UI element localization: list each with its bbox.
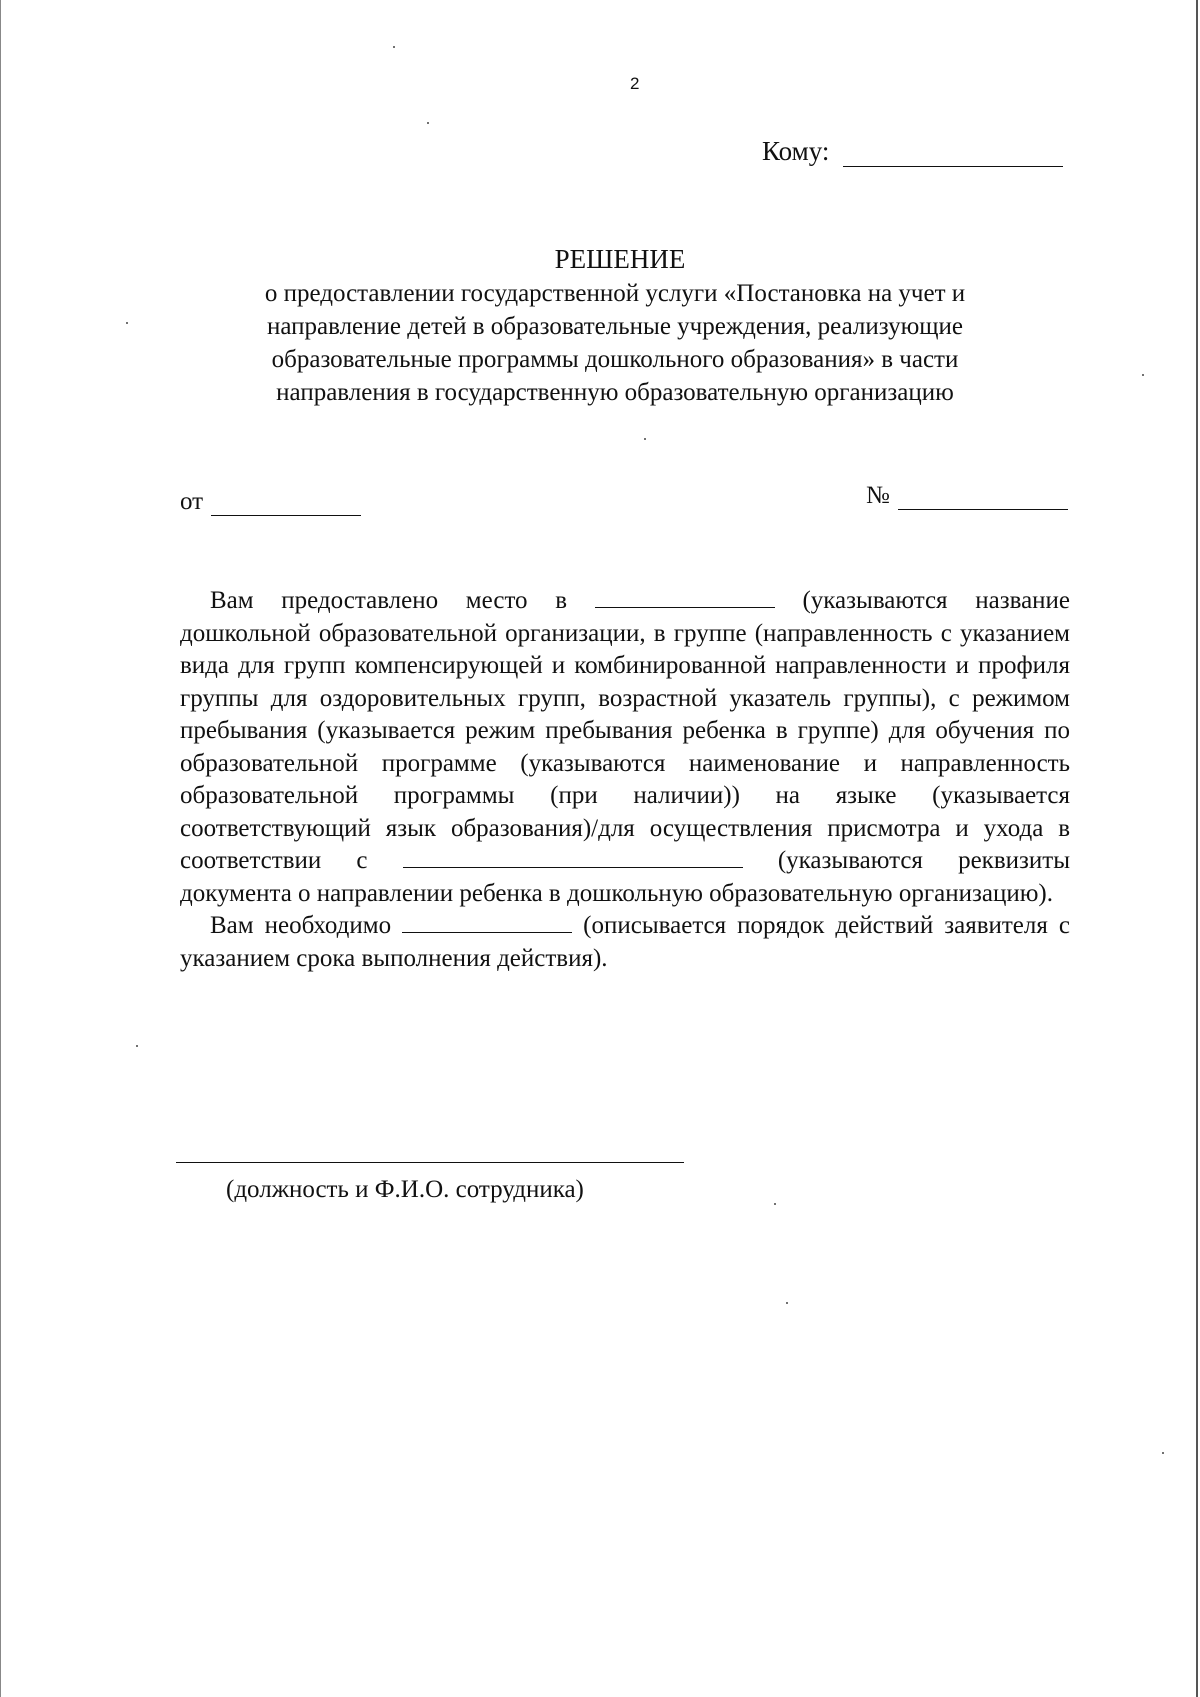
placement-text-3: (указываются реквизиты документа о направлении ребенка в дошкольную образовательную организацию). xyxy=(180,847,1070,907)
document-title: РЕШЕНИЕ xyxy=(554,244,686,274)
scan-speck xyxy=(774,1203,776,1205)
scan-speck xyxy=(126,322,128,324)
document-subtitle xyxy=(215,277,1015,409)
placement-blank xyxy=(595,585,775,608)
placement-text-1: Вам предоставлено место в xyxy=(210,587,568,614)
number-label: № xyxy=(866,482,890,509)
addressee-line xyxy=(762,136,1063,167)
addressee-blank xyxy=(843,140,1063,167)
page-number: 2 xyxy=(630,74,640,93)
date-blank xyxy=(211,491,361,516)
paragraph-required-actions xyxy=(180,910,1070,975)
number-line xyxy=(866,482,1068,510)
subtitle-line: образовательные программы дошкольного образования» в части xyxy=(271,346,959,373)
scan-speck xyxy=(393,46,395,48)
signature-caption: (должность и Ф.И.О. сотрудника) xyxy=(226,1176,584,1203)
scan-speck xyxy=(1162,1452,1164,1454)
addressee-label: Кому: xyxy=(762,136,830,166)
required-text-1: Вам необходимо xyxy=(210,912,392,939)
subtitle-line: направление детей в образовательные учреждения, реализующие xyxy=(266,313,964,340)
placement-text-2: (указываются название дошкольной образовательной организации, в группе (направленность с указанием вида для групп компенсирующей и комбинированной направленности и профиля группы для оздоровительных групп, возрастной указатель группы), с режимом пребывания (указывается режим пребывания ребенка в группе) для обучения по образовательной программе (указываются наименование и направленность образовательной программы (при наличии)) на языке (указывается соответствующий язык образования)/для осуществления присмотра и ухода в соответствии с xyxy=(180,587,1071,874)
required-blank xyxy=(402,910,572,933)
number-blank xyxy=(898,485,1068,510)
required-text-2: (описывается порядок действий заявителя с указанием срока выполнения действия). xyxy=(180,912,1070,972)
scan-speck xyxy=(644,438,646,440)
scan-speck xyxy=(1142,374,1144,376)
decision-body xyxy=(180,585,1070,975)
subtitle-line: о предоставлении государственной услуги «Постановка на учет и xyxy=(264,280,966,307)
subtitle-line: направления в государственную образовательную организацию xyxy=(276,379,954,406)
paragraph-placement xyxy=(180,585,1070,910)
date-line xyxy=(180,488,361,516)
document-blank xyxy=(403,845,743,868)
scan-speck xyxy=(427,122,429,124)
scan-speck xyxy=(136,1045,138,1047)
scan-speck xyxy=(786,1302,788,1304)
signature-line xyxy=(176,1162,684,1163)
date-label: от xyxy=(180,488,204,515)
